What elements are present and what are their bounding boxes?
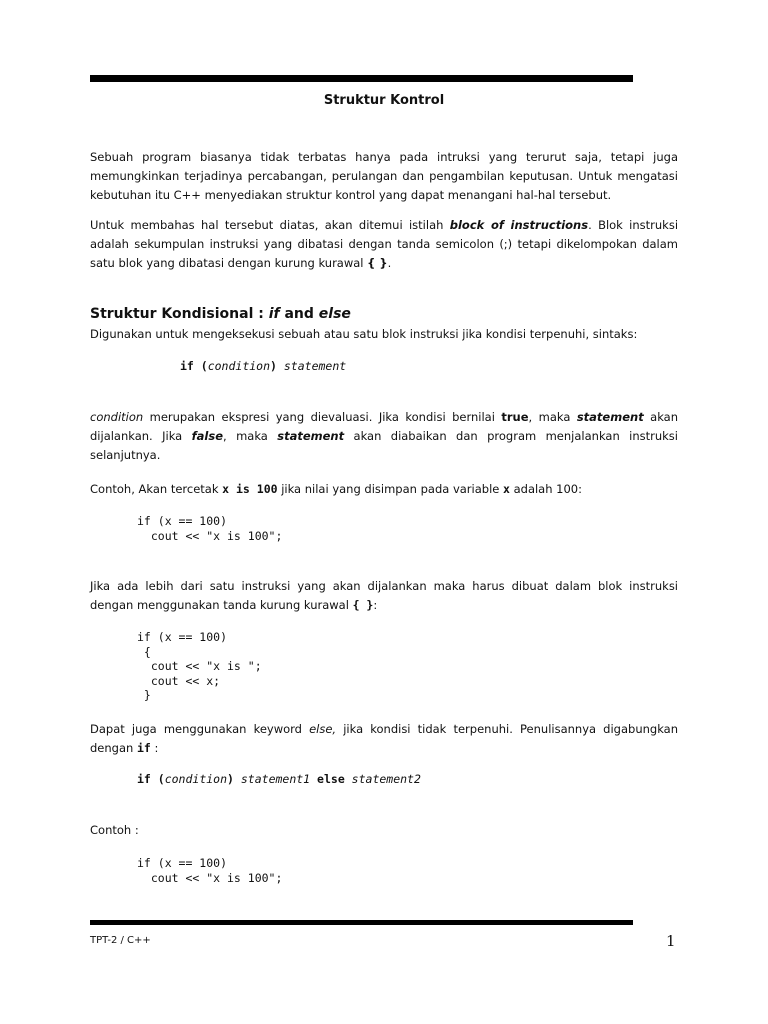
block-paragraph <box>90 216 678 273</box>
syntax2-condition: condition <box>164 772 228 786</box>
section-heading <box>90 306 351 322</box>
syntax-condition: condition <box>207 359 271 373</box>
code-line: { <box>137 644 151 659</box>
code-line: cout << "x is 100"; <box>137 870 283 885</box>
false-term: false <box>191 429 223 443</box>
example-paragraph <box>90 480 678 499</box>
top-rule <box>90 75 633 82</box>
example-variable: x <box>503 482 510 496</box>
syntax2-else-keyword: else <box>310 772 352 786</box>
block-of-instructions-term: block of instructions <box>449 218 589 232</box>
code-line: } <box>137 688 151 702</box>
heading-else: else <box>318 306 351 322</box>
page-title: Struktur Kontrol <box>323 93 445 108</box>
block-instruction-text: Jika ada lebih dari satu instruksi yang akan dijalankan maka harus dibuat dalam blok instruksi dengan menggunakan tanda kurung kurawal <box>90 579 678 612</box>
syntax-if-else <box>137 772 421 787</box>
code-example-1 <box>137 514 282 543</box>
syntax-statement: statement <box>283 359 347 373</box>
block-instruction-paragraph <box>90 577 678 615</box>
block-paragraph-text: Untuk membahas hal tersebut diatas, akan ditemui istilah <box>90 218 450 232</box>
block-paragraph-end: . <box>387 256 392 270</box>
syntax2-if-keyword: if ( <box>137 772 165 786</box>
code-line: if (x == 100) <box>137 514 228 528</box>
example-text: Contoh, Akan tercetak <box>90 482 223 496</box>
else-paragraph <box>90 720 678 758</box>
condition-text-2: , maka <box>528 410 577 424</box>
block-instruction-end: : <box>373 598 378 612</box>
bottom-rule <box>90 920 633 925</box>
heading-and: and <box>279 306 319 322</box>
else-text-end: : <box>150 741 159 755</box>
syntax2-close-paren: ) <box>227 772 241 786</box>
block-paragraph-text-2: . Blok instruksi adalah sekumpulan instruksi yang dibatasi dengan tanda semicolon (;) tetapi dikelompokan dalam satu blok yang dibatasi dengan kurung kurawal <box>90 218 679 270</box>
code-line: if (x == 100) <box>137 630 228 644</box>
syntax-intro: Digunakan untuk mengeksekusi sebuah atau satu blok instruksi jika kondisi terpenuhi, sintaks: <box>90 327 638 341</box>
braces-symbol-2: { } <box>352 598 374 612</box>
if-keyword: if <box>136 741 151 755</box>
syntax2-statement1: statement1 <box>240 772 311 786</box>
else-text: Dapat juga menggunakan keyword <box>90 722 310 736</box>
code-line: if (x == 100) <box>137 856 228 870</box>
syntax-if-keyword: if ( <box>180 359 208 373</box>
code-line: cout << x; <box>137 673 221 688</box>
example-text-2: jika nilai yang disimpan pada variable <box>277 482 503 496</box>
footer-label: TPT-2 / C++ <box>90 935 151 946</box>
code-line: cout << "x is "; <box>137 659 262 673</box>
syntax-close-paren: ) <box>270 359 284 373</box>
statement-term: statement <box>576 410 644 424</box>
heading-text: Struktur Kondisional : <box>90 306 269 322</box>
code-example-3 <box>137 856 282 885</box>
statement-term-2: statement <box>277 429 345 443</box>
else-text-2: jika kondisi tidak terpenuhi. Penulisannya digabungkan dengan <box>90 722 678 755</box>
condition-text: merupakan ekspresi yang dievaluasi. Jika kondisi bernilai <box>143 410 502 424</box>
code-line: cout << "x is 100"; <box>137 528 283 543</box>
example-output: x is 100 <box>222 482 278 496</box>
condition-term: condition <box>90 410 144 424</box>
condition-paragraph <box>90 408 678 465</box>
else-keyword: else, <box>309 722 337 736</box>
intro-paragraph: Sebuah program biasanya tidak terbatas hanya pada intruksi yang terurut saja, tetapi juga memungkinkan terjadinya percabangan, perulangan dan pengambilan keputusan. Untuk mengatasi kebutuhan itu C++ menyediakan struktur kontrol yang dapat menangani hal-hal tersebut. <box>90 150 678 202</box>
code-example-2 <box>137 630 262 703</box>
page-number: 1 <box>666 932 676 950</box>
braces-symbol: { } <box>367 256 388 270</box>
true-term: true <box>501 410 529 424</box>
syntax2-statement2: statement2 <box>351 772 421 786</box>
condition-text-4: , maka <box>223 429 278 443</box>
condition-text-5: akan diabaikan dan program menjalankan instruksi selanjutnya. <box>90 429 678 462</box>
example-text-3: adalah 100: <box>509 482 582 496</box>
example-label: Contoh : <box>90 823 139 837</box>
heading-if: if <box>268 306 280 322</box>
condition-text-3: akan dijalankan. Jika <box>90 410 678 443</box>
syntax-if <box>180 359 346 374</box>
